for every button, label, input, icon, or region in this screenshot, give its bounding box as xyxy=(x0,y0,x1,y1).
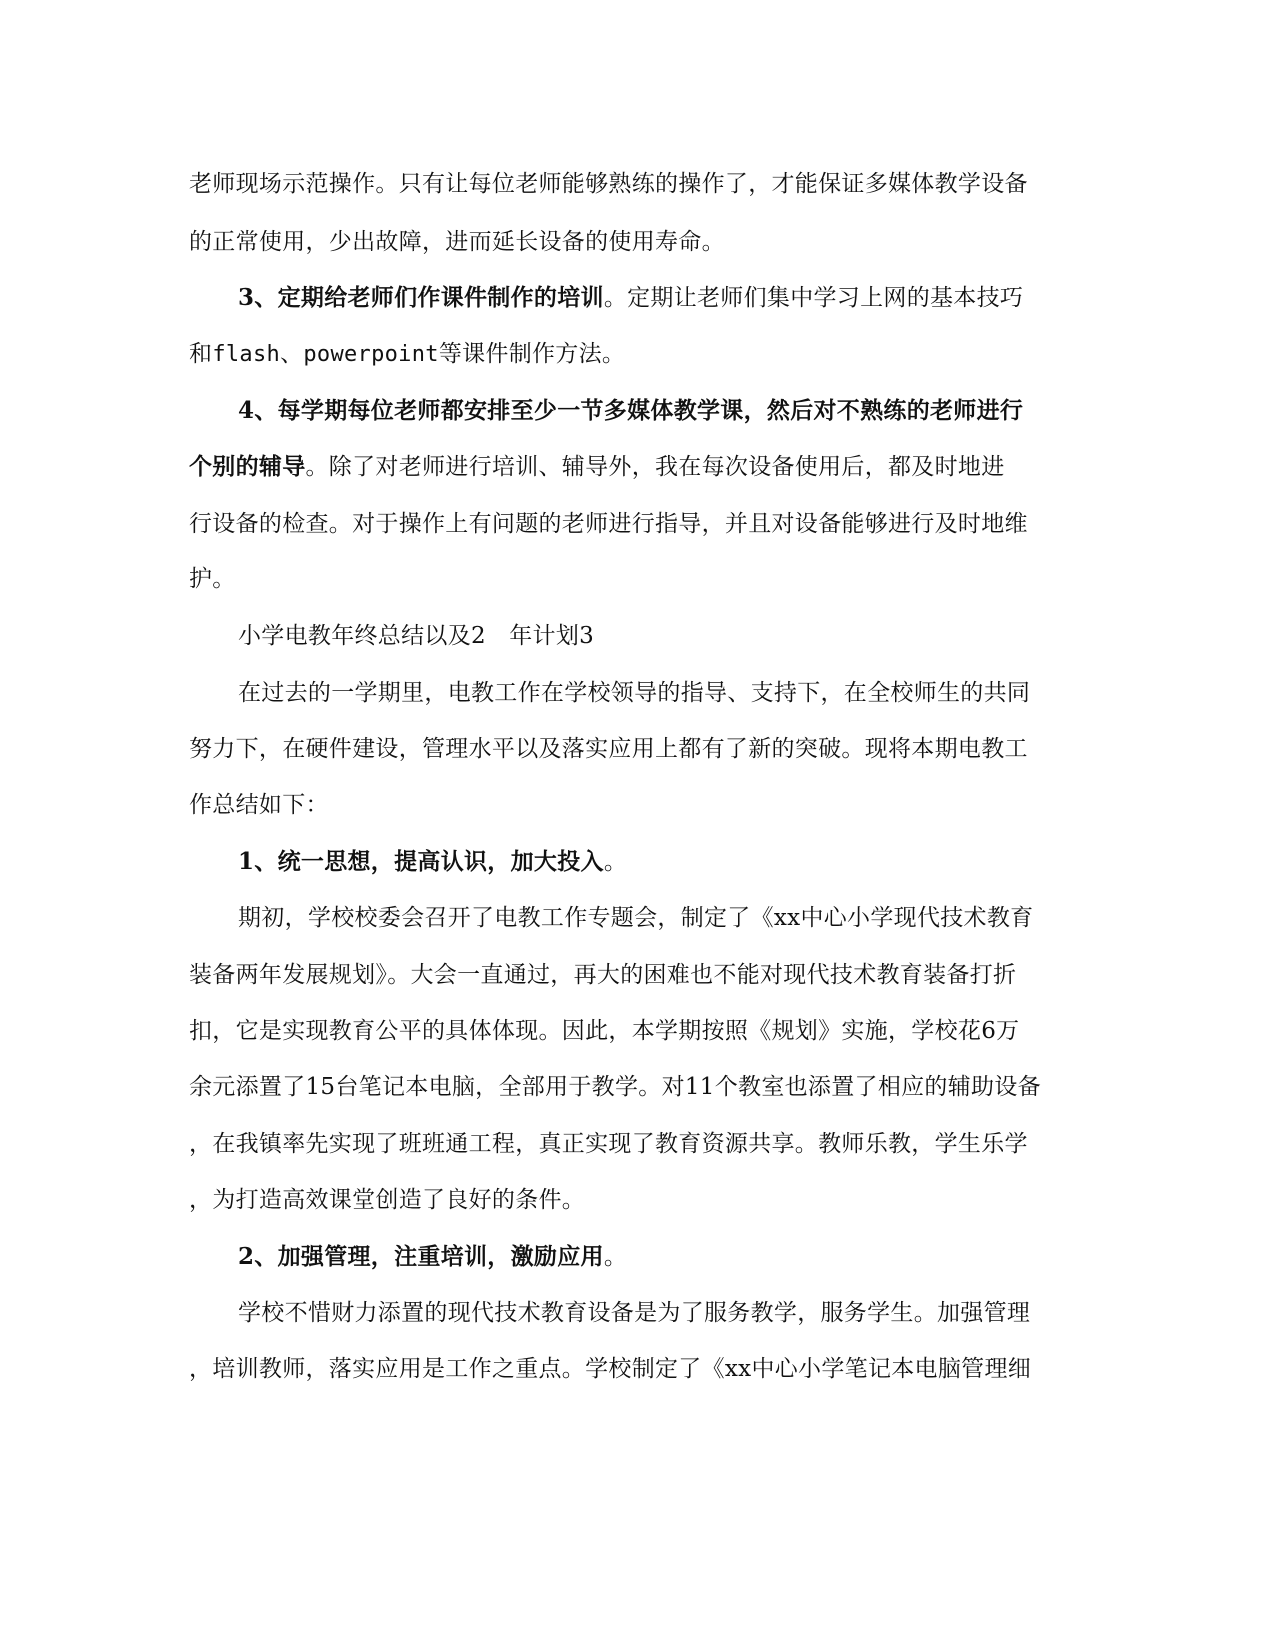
paragraph-line: ，在我镇率先实现了班班通工程，真正实现了教育资源共享。教师乐教，学生乐学 xyxy=(189,1131,1028,1157)
article-title: 小学电教年终总结以及2 年计划3 xyxy=(238,623,595,649)
paragraph-line: ，培训教师，落实应用是工作之重点。学校制定了《xx中心小学笔记本电脑管理细 xyxy=(189,1356,1032,1382)
paragraph-line xyxy=(189,451,1089,483)
section-4-text: 。除了对老师进行培训、辅导外，我在每次设备使用后，都及时地进 xyxy=(305,454,1005,480)
text-span: flash xyxy=(212,342,281,367)
text-span: 。 xyxy=(603,1244,628,1270)
section-1-line xyxy=(238,846,1138,878)
section-2-heading: 2、加强管理，注重培训，激励应用 xyxy=(238,1243,604,1270)
text-span: 、 xyxy=(280,341,304,367)
text-span: 等课件制作方法。 xyxy=(438,341,626,367)
paragraph-line: 努力下，在硬件建设，管理水平以及落实应用上都有了新的突破。现将本期电教工 xyxy=(189,736,1028,762)
section-3-line xyxy=(238,282,1138,314)
section-3-text: 。定期让老师们集中学习上网的基本技巧 xyxy=(603,285,1024,311)
paragraph-line: 行设备的检查。对于操作上有问题的老师进行指导，并且对设备能够进行及时地维 xyxy=(189,511,1028,537)
paragraph-line: 护。 xyxy=(189,566,236,592)
section-4-heading-cont: 个别的辅导 xyxy=(189,453,306,480)
text-span: 和 xyxy=(189,341,213,367)
paragraph-line: 的正常使用，少出故障，进而延长设备的使用寿命。 xyxy=(189,229,725,255)
paragraph-line: 作总结如下： xyxy=(189,792,329,818)
text-span: 。 xyxy=(603,849,628,875)
paragraph-line: 期初，学校校委会召开了电教工作专题会，制定了《xx中心小学现代技术教育 xyxy=(238,905,1034,931)
paragraph-line: ，为打造高效课堂创造了良好的条件。 xyxy=(189,1187,586,1213)
section-2-line xyxy=(238,1241,1138,1273)
paragraph-line: 在过去的一学期里，电教工作在学校领导的指导、支持下，在全校师生的共同 xyxy=(238,680,1031,706)
paragraph-line: 老师现场示范操作。只有让每位老师能够熟练的操作了，才能保证多媒体教学设备 xyxy=(189,171,1028,197)
paragraph-line: 学校不惜财力添置的现代技术教育设备是为了服务教学，服务学生。加强管理 xyxy=(238,1300,1031,1326)
paragraph-line: 扣，它是实现教育公平的具体体现。因此，本学期按照《规划》实施，学校花6万 xyxy=(189,1018,1020,1044)
section-4-heading: 4、每学期每位老师都安排至少一节多媒体教学课，然后对不熟练的老师进行 xyxy=(238,397,1024,424)
paragraph-line: 装备两年发展规划》。大会一直通过，再大的困难也不能对现代技术教育装备打折 xyxy=(189,962,1017,988)
section-3-heading: 3、定期给老师们作课件制作的培训 xyxy=(238,284,604,311)
paragraph-line: 余元添置了15台笔记本电脑，全部用于教学。对11个教室也添置了相应的辅助设备 xyxy=(189,1074,1041,1100)
paragraph-line xyxy=(189,338,1089,370)
text-span: powerpoint xyxy=(303,342,439,367)
section-1-heading: 1、统一思想，提高认识，加大投入 xyxy=(238,848,604,875)
